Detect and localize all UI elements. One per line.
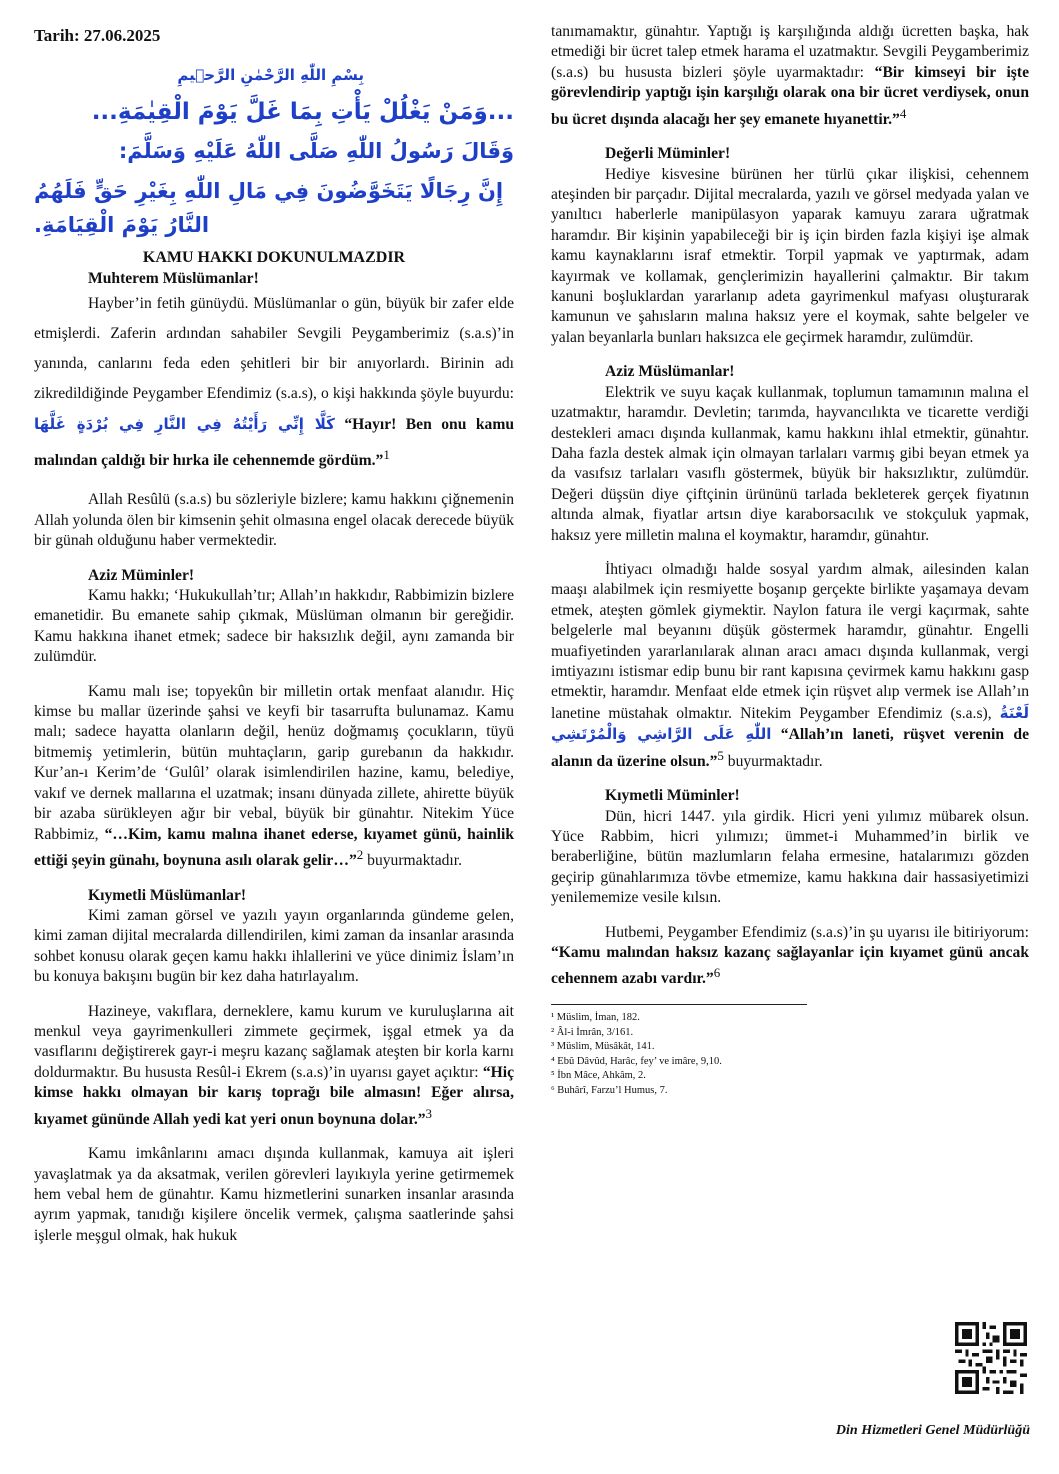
- paragraph-6: Hazineye, vakıflara, derneklere, kamu kurum ve kuruluşlarına ait menkul veya gayrimenkulleri zimmete geçirmek, işgal etmek ya da vasıflarını değiştirerek gayr-i meşru kazanç sağlamak ateşten bir korla karnı doldurmaktır. Bu hususta Resûl-i Ekrem (s.a.s)’in uyarısı gayet açıktır: “Hiç kimse hakkı olmayan bir karış toprağı bile almasın! Eğer alırsa, kıyamet gününde Allah yedi kat yeri onun boynuna dolar.”$^3$: [34, 1002, 514, 1128]
- organization-signature: Din Hizmetleri Genel Müdürlüğü: [835, 1423, 1030, 1438]
- hadith-intro: وَقَالَ رَسُولُ اللّٰهِ صَلَّى اللّٰهُ عَلَيْهِ وَسَلَّمَ:: [118, 139, 514, 164]
- left-column: [34, 0, 514, 1246]
- section-heading-6: Kıymetli Müminler!: [605, 787, 740, 805]
- paragraph-2: Allah Resûlü (s.a.s) bu sözleriyle bizlere; kamu hakkını çiğnemenin Allah yolunda ölen bir kimsenin şehit olmasına engel olacak derecede büyük bir günah olduğunu haber vermektedir.: [34, 491, 514, 550]
- footnote-item: ⁴ Ebû Dâvûd, Harâc, fey’ ve imâre, 9,10.: [551, 1055, 722, 1067]
- basmala-calligraphy: بِسْمِ اللّٰهِ الرَّحْمٰنِ الرَّح۪يمِ: [177, 66, 364, 85]
- right-column: [551, 0, 1029, 1099]
- section-heading-2: Aziz Müminler!: [88, 566, 195, 584]
- paragraph-7: Kamu imkânlarını amacı dışında kullanmak, kamuya ait işleri yavaşlatmak ya da aksatmak, verilen görevleri layıkıyla yerine getirmemek hem vebal hem de günahtır. Kamu hizmetlerini sunarken insanlar arasında ayrım yapmak, tanıdığı kişilere öncelik vermek, çalışma saatlerinde şahsi işlerle meşgul olmak, hak hukuk: [34, 1145, 514, 1244]
- paragraph-3: Kamu hakkı; ‘Hukukullah’tır; Allah’ın hakkıdır, Rabbimizin bizlere emanetidir. Bu emanete sahip çıkmak, Müslüman olmanın bir gereğidir. Kamu hakkına ihanet etmek; sadece bir haksızlık değil, aynı zamanda bir zulümdür.: [34, 587, 514, 666]
- paragraph-12: Hutbemi, Peygamber Efendimiz (s.a.s)’in şu uyarısı ile bitiriyorum: “Kamu malından haksız kazanç sağlayanlar için kıyamet günü ancak cehennem azabı vardır.”$^6$: [551, 923, 1029, 988]
- footnotes: [551, 1011, 1029, 1099]
- paragraph-8: Hediye kisvesine bürünen her türlü çıkar ilişkisi, cehennem ateşinden bir parçadır. Dijital mecralarda, yazılı ve görsel medyada yalan ve yanıltıcı haberlerle manipülasyon yaparak kamuyu zarara uğratmak haramdır. Bir kişinin yapabileceği bir iş için birden fazla kişiyi işe almak kamu kaynaklarını israf etmektir. Torpil yapmak ve yaptırmak, adam kayırmak ve kollamak, gençlerimizin hayallerini çalmaktır. Bir takım kanuni boşluklardan yararlanıp adeta gayrimenkul mafyası oluşturarak kamunun ve şahısların malına haksız yere el koymak, sahte belgeler ve yalan beyanlarla bunları haksızca ele geçirmek haramdır, zulümdür.: [551, 165, 1029, 346]
- paragraph-4: Kamu malı ise; topyekûn bir milletin ortak menfaat alanıdır. Hiç kimse bu mallar üzerinde şahsi ve keyfi bir tasarrufta bulunamaz. Kamu malı; sadece hayatta olanların değil, henüz doğmamış çocukların, tüyü bitmemiş yetimlerin, bütün muhtaçların, garip gurebanın da hakkıdır. Kur’an-ı Kerim’de ‘Gulûl’ olarak isimlendirilen hazine, kamu, belediye, vakıf ve dernek mallarına el uzatmak; insanı dünyada zillete, ahirette büyük bir azaba sürükleyen ağır bir vebal, büyük bir günahtır. Nitekim Yüce Rabbimiz, “…Kim, kamu malına ihanet ederse, kıyamet günü, hainlik ettiği şeyin günahı, boynuna asılı olarak gelir…”$^2$ buyurmaktadır.: [34, 682, 514, 870]
- section-heading-5: Aziz Müslümanlar!: [605, 363, 735, 381]
- paragraph-7-cont: tanımamaktır, günahtır. Yaptığı iş karşılığında aldığı ücretten başka, hak etmediği bir ücret talep etmek harama el uzatmaktır. Sevgili Peygamberimiz (s.a.s) bu hususta bizleri şöyle uyarmaktadır: “Bir kimseyi bir işte görevlendirip yaptığı işin karşılığı olarak ona bir ücret verdiysek, onun bu ücret dışında alacağı her şey emanete hıyanettir.”$^4$: [551, 23, 1029, 128]
- section-heading-4: Değerli Müminler!: [605, 145, 731, 163]
- hadith-arabic-inline-2: لَعْنَةُ اللّٰهِ عَلَى الرَّاشِي وَالْمُرْتَشِي: [551, 703, 1029, 744]
- date-label: Tarih: 27.06.2025: [34, 26, 161, 45]
- section-heading-3: Kıymetli Müslümanlar!: [88, 886, 247, 904]
- footnote-item: ² Âl-i İmrân, 3/161.: [551, 1026, 634, 1038]
- hadith-arabic-inline: كَلَّا إِنِّي رَأَيْتُهُ فِي النَّارِ فِي بُرْدَةٍ غَلَّهَا: [34, 415, 335, 434]
- paragraph-5: Kimi zaman görsel ve yazılı yayın organlarında gündeme gelen, kimi zaman dijital mecralarda dillendirilen, kimi zaman da insanlar arasında sohbet konusu olarak geçen kamu hakkı ihlallerini ve yüce dinimiz İslam’ın bu konuya bakışını bugün bir kez daha hatırlayalım.: [34, 906, 514, 986]
- hadith-arabic: إِنَّ رِجَالًا يَتَخَوَّضُونَ فِي مَالِ اللّٰهِ بِغَيْرِ حَقٍّ فَلَهُمُ النَّارُ يَوْمَ الْقِيَامَةِ.: [34, 179, 504, 238]
- footnote-item: ⁵ İbn Mâce, Ahkâm, 2.: [551, 1070, 646, 1082]
- section-heading-1: Muhterem Müslümanlar!: [88, 269, 259, 287]
- paragraph-9: Elektrik ve suyu kaçak kullanmak, toplumun tamamının malına el uzatmaktır, haramdır. Devletin; tarımda, hayvancılıkta ve ticarette verdiği destekleri amacı dışında kullanmak, kamu hakkını ihlal etmektir, günahtır. Daha fazla destek almak için olmayan tarlaları varmış gibi beyan etmek ya da vasıfsız tarlaları vasıflı göstermek, büyük bir haksızlıktır, zulümdür. Değeri düşsün diye çiftçinin ürününü tarlada bekleterek gerçek fiyatının altında almak, fiyatlar artsın diye karaborsacılık ve stokçuluk yapmak, haksız yere milletin malına el koymaktır, haramdır, günahtır.: [551, 383, 1029, 544]
- qr-code-icon: [955, 1322, 1027, 1394]
- paragraph-1: Hayber’in fetih günüydü. Müslümanlar o gün, büyük bir zafer elde etmişlerdi. Zaferin ardından sahabiler Sevgili Peygamberimiz (s.a.s)’in yanında, canlarını feda eden şehitleri bir bir anıyorlardı. Birinin adı zikredildiğinde Peygamber Efendimiz (s.a.s), o kişi hakkında şöyle buyurdu: كَلَّا إِنِّي رَأَيْتُهُ فِي النَّارِ فِي بُرْدَةٍ غَلَّهَا “Hayır! Ben onu kamu malından çaldığı bir hırka ile cehennemde gördüm.”$^1$: [34, 295, 514, 470]
- footnote-item: ⁶ Buhârî, Farzu’l Humus, 7.: [551, 1085, 668, 1096]
- footnote-item: ³ Müslim, Müsâkât, 141.: [551, 1041, 655, 1053]
- footnote-item: ¹ Müslim, İman, 182.: [551, 1012, 640, 1024]
- paragraph-10: İhtiyacı olmadığı halde sosyal yardım almak, ailesinden kalan maaşı alabilmek için resmiyette boşanıp gerçekte birlikte yaşamaya devam etmek, ateşten gömlek giymektir. Naylon fatura ile vergi kaçırmak, sahte belgelerle mal beyanını düşük göstermek haramdır, günahtır. Engelli muafiyetinden yararlanılarak alınan aracı amacı dışında kullanmak, vergi imtiyazını istismar edip bunu bir rant kapısına çevirmek kamu hakkını gasp etmektir, haramdır. Menfaat elde etmek için rüşvet alıp vermek ise Allah’ın lanetine müstahak olmaktır. Nitekim Peygamber Efendimiz (s.a.s), لَعْنَةُ اللّٰهِ عَلَى الرَّاشِي وَالْمُرْتَشِي “Allah’ın laneti, rüşvet verenin de alanın da üzerine olsun.”$^5$ buyurmaktadır.: [551, 560, 1029, 770]
- quran-verse: ...وَمَنْ يَغْلُلْ يَأْتِ بِمَا غَلَّ يَوْمَ الْقِيٰمَةِ...: [91, 99, 514, 126]
- sermon-title: KAMU HAKKI DOKUNULMAZDIR: [142, 249, 406, 267]
- paragraph-11: Dün, hicri 1447. yıla girdik. Hicri yeni yılımız mübarek olsun. Yüce Rabbim, hicri yılımızı; ümmet-i Muhammed’in birlik ve beraberliğine, bütün mazlumların felaha ermesine, hatalarımızı gözden geçirip günahlarımıza tövbe etmemize, kamu hakkına dair hassasiyetimizi yenilememize vesile kılsın.: [551, 807, 1029, 907]
- footnote-divider: [551, 1004, 807, 1005]
